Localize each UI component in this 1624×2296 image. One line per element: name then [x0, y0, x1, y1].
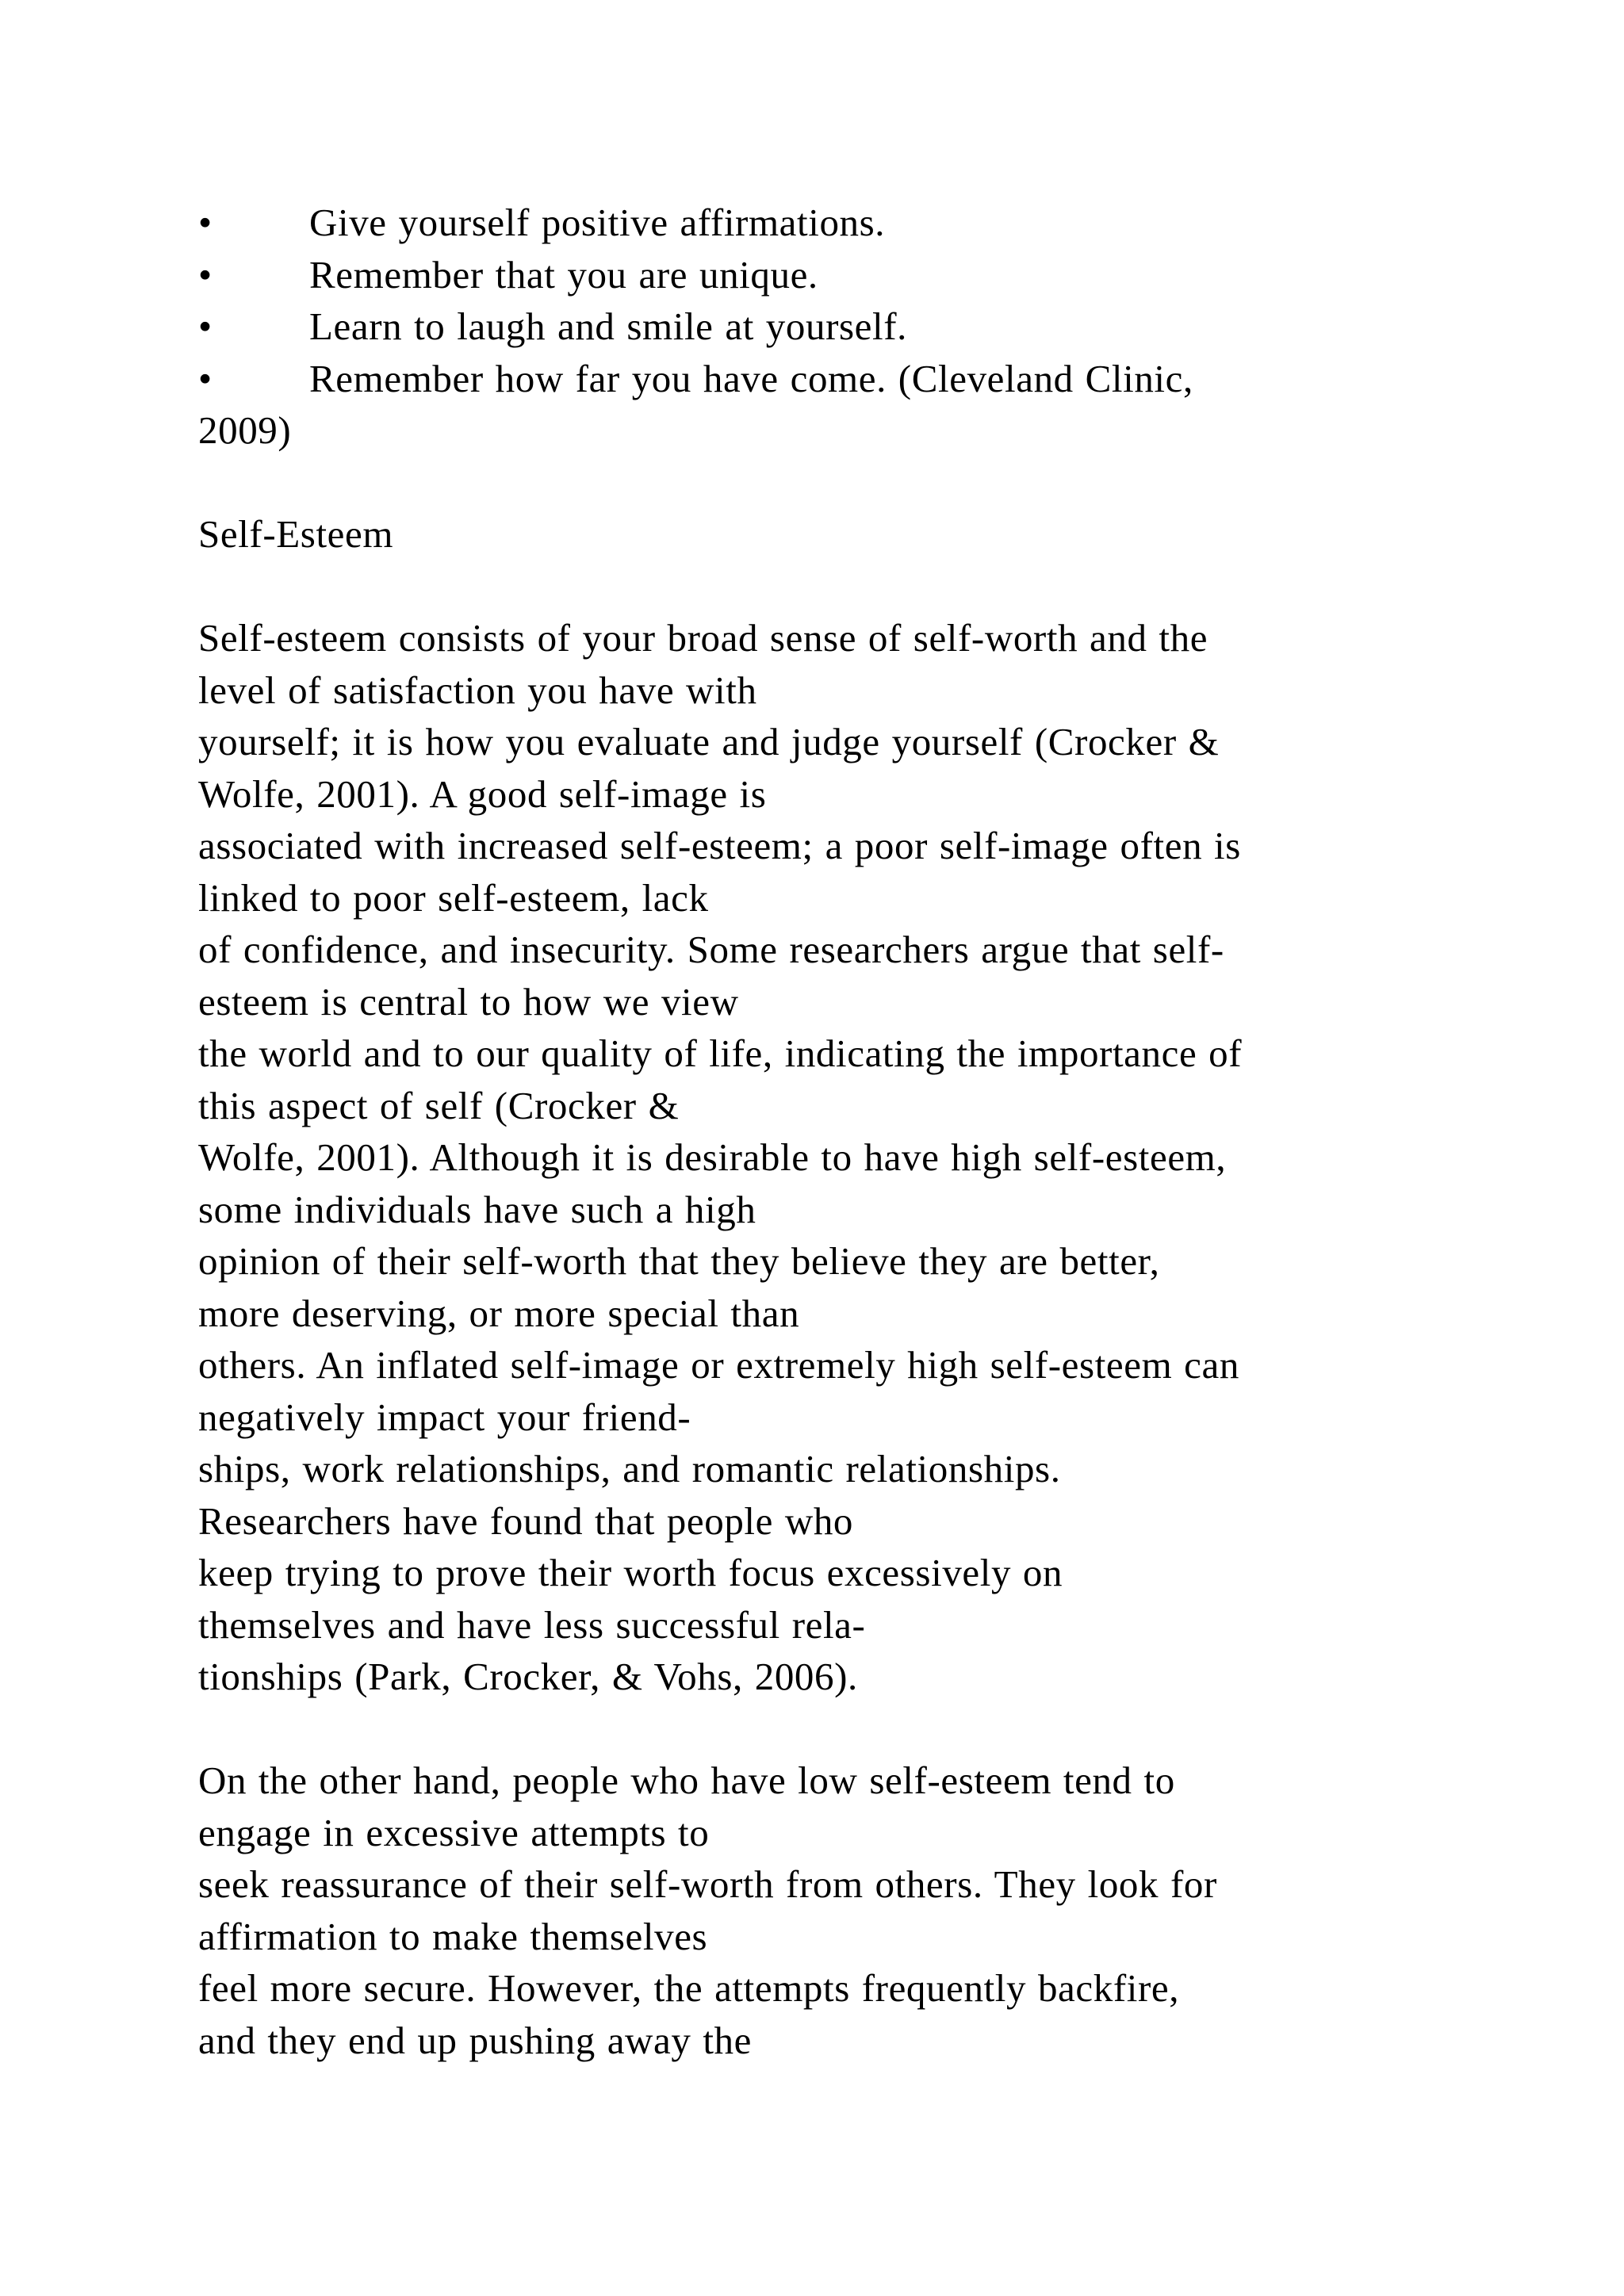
bullet-item: [198, 197, 1435, 249]
paragraph-line: linked to poor self-esteem, lack: [198, 875, 709, 920]
paragraph-line: yourself; it is how you evaluate and judge yourself (Crocker &: [198, 720, 1220, 763]
bullet-text: Learn to laugh and smile at yourself.: [309, 304, 908, 348]
bullet-item: [198, 353, 1435, 405]
bullet-marker: •: [198, 356, 213, 400]
paragraph-line: more deserving, or more special than: [198, 1291, 800, 1335]
paragraph-2: [198, 1755, 1435, 2066]
paragraph-line: some individuals have such a high: [198, 1187, 756, 1231]
paragraph-1: [198, 612, 1435, 1703]
document-body: [198, 197, 1435, 2066]
paragraph-line: this aspect of self (Crocker &: [198, 1083, 680, 1127]
bullet-marker: •: [198, 201, 213, 244]
paragraph-line: opinion of their self-worth that they believe they are better,: [198, 1239, 1160, 1283]
paragraph-line: On the other hand, people who have low self-esteem tend to: [198, 1758, 1175, 1802]
paragraph-line: others. An inflated self-image or extremely high self-esteem can: [198, 1343, 1239, 1387]
blank-line: [198, 1703, 1435, 1755]
bullet-text: Give yourself positive affirmations.: [309, 201, 886, 244]
bullet-marker: •: [198, 304, 213, 348]
paragraph-line: tionships (Park, Crocker, & Vohs, 2006).: [198, 1655, 858, 1698]
paragraph-line: seek reassurance of their self-worth from others. They look for: [198, 1862, 1217, 1906]
paragraph-line: affirmation to make themselves: [198, 1914, 708, 1958]
paragraph-line: the world and to our quality of life, indicating the importance of: [198, 1031, 1243, 1075]
paragraph-line: Researchers have found that people who: [198, 1498, 854, 1543]
paragraph-line: esteem is central to how we view: [198, 979, 739, 1024]
paragraph-line: of confidence, and insecurity. Some researchers argue that self-: [198, 928, 1224, 971]
paragraph-line: level of satisfaction you have with: [198, 668, 757, 712]
bullet-marker: •: [198, 252, 213, 297]
bullet-text: Remember how far you have come. (Cleveland Clinic,: [309, 356, 1193, 400]
blank-line: [198, 457, 1435, 509]
bullet-item: [198, 300, 1435, 353]
paragraph-line: Self-esteem consists of your broad sense of self-worth and the: [198, 616, 1208, 660]
paragraph-line: feel more secure. However, the attempts frequently backfire,: [198, 1966, 1180, 2010]
bullet-item: [198, 249, 1435, 301]
paragraph-line: engage in excessive attempts to: [198, 1810, 710, 1854]
bullet-continuation: 2009): [198, 408, 292, 452]
paragraph-line: associated with increased self-esteem; a poor self-image often is: [198, 824, 1241, 867]
bullet-text: Remember that you are unique.: [309, 252, 818, 297]
paragraph-line: Wolfe, 2001). Although it is desirable to have high self-esteem,: [198, 1135, 1227, 1179]
paragraph-line: and they end up pushing away the: [198, 2018, 752, 2062]
paragraph-line: Wolfe, 2001). A good self-image is: [198, 771, 767, 816]
blank-line: [198, 561, 1435, 613]
section-heading: Self-Esteem: [198, 512, 394, 556]
paragraph-line: ships, work relationships, and romantic relationships.: [198, 1447, 1061, 1490]
paragraph-line: themselves and have less successful rela-: [198, 1602, 866, 1647]
paragraph-line: negatively impact your friend-: [198, 1395, 691, 1439]
paragraph-line: keep trying to prove their worth focus excessively on: [198, 1551, 1063, 1594]
